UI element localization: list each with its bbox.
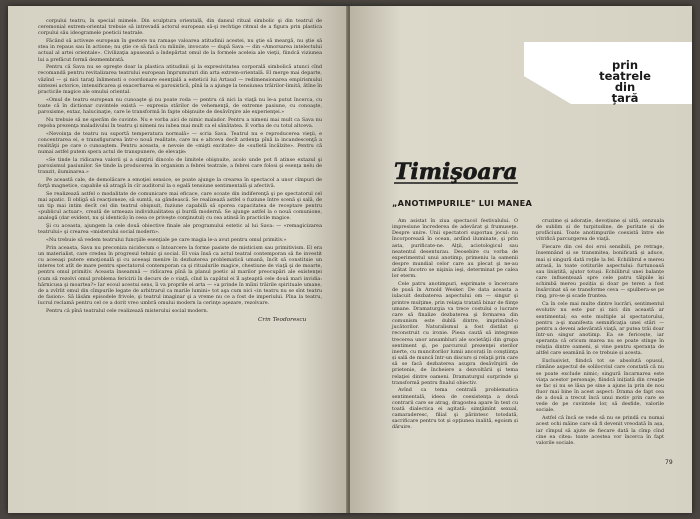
city-logotype-graphic <box>392 156 522 186</box>
paragraph: Am asistat în ziua spectacol festivalului. O impresiune încrederea de adevărat şi frumuseţe. Despre unire. Unii spectatori suportau jocul: nu încorporează în ocean, ardînd iluminate, şi prin asta, purificate-ne. Alţii, aciotologicul sau neatentul desenturau. Deosebire cu vorba de experimentul unui anotimp, primeniu la oamenii despre mundial celor care au plecat şi ne-au arătat încotro se nişinia ieşi, determinat pe calea lor eterm. <box>392 218 518 280</box>
paragraph: Se realizează astfel o modalitate de comunicare mai eficace, care scoate din indiferenţă şi pe spectatorul cel mai apatic. Il obligă să reacţioneze, să sumtă, sa gândească. Se realizează astfel o fuziune între scenă şi sală, de un tip mai intim decît cel din teatrul obişnuit, fuziune capabilă să sporea capacitatea de receptare pentru «publicul actuar», creată de urmeaza individualitatea şi burdă modernă. Se ajunge astfel la o nouă comunione, analogă (dar evident, nu şi identică) în ceea ce priveşte conţinutul) cu cea atinsă în practicile magice. <box>38 190 322 222</box>
article-column-1 <box>392 218 518 432</box>
paragraph: «Se tinde la ridicarea valorii şi a simţirii dincolo de limitele obişnuite, acolo unde pot fi atinse extazul şi paroxismul pasiunilor. Se tinde la producerea în organism a febrei teatrale, a febrei care folosi şi esenţa nelu de tranzit, iluminarea.» <box>38 156 322 176</box>
section-tab-title <box>580 60 670 104</box>
paragraph: Cele patru anotimpuri, esprimate o încercare de pusă în Arnold Wesker. De data aceasta a iulacuit dezbaterea aspectului om — singur şi printre mulţime, prin relaţia tratată binar de fiinţe umane. Dramaturgia va trece costului o lucrare care să finalize dezbaterea şi formarea din comunism este dublă dintre, imprimând-o jucătorilor. Naturalismul a fost distilat şi reconstruit cu ironie. Piesa caută să integreze trecerea unor ansambluri ale societăţii din grupa sentiment şi, pe parcursul prezenţei sterilor inerte, cu muncitorilor lumii ancorați în conştiinţa și sală de muncă într-un discurs și relaţii prin care să se facă dezbaterea asupra desăvîrşirii de prietenie, de încheiere a dezvoltării şi tema relaţiei dintre oameni. Dramaturgul surprinde şi transformă pentru finalul obiectiv. <box>392 281 518 386</box>
city-name: Timişoara <box>394 159 518 185</box>
article-column-2 <box>536 218 664 448</box>
right-page <box>350 6 692 513</box>
paragraph: Fiecare din cei doi eroi sensibili, pe retrage, însemnând și se transmitea, bonificată și aduce, mai și singură dată roţile la fel. Echilibrul e mereu atrasă, la toate cotiturile aspectului: furtunoasă sau liniștită, ajutor totuși. Echilibrul unei balanțe care influențează spre cele patru tălpiile își schimbă mereu poziția și doar pe teren a fost însărcinat să se transforme ceva — spulbera-se pe ring, pro-se şi scade fruntea. <box>536 244 664 300</box>
paragraph: Făcând să activeze european în gestere nu ramaşe valoarea atitudinii acestei, nu ştie să meargă, nu ştie să stea in repaus sau în actione; nu ştie ce să facă cu mîinile, invocate — după Sava — din «Amorsarea intelectului actual al artei orientale». Civilizaţia apuseană a îndepărtat omul de la formele aceleia ale vieţii, fiindcă viziunea lui a prefăcut formă dezmembratâ. <box>38 38 322 63</box>
paragraph: corpului teatru, în special mimele. Din sculptura orientală, din dansul ritual simbolic şi din teatrul de ceremonial extrem-oriental trebuie să intrevadă actorul european să-şi rechtige ritmul de a figura prin plastica corpului său ideogramele poeticii teatrale. <box>38 18 322 37</box>
magazine-spread <box>8 6 692 513</box>
section-tab-line: din <box>614 80 636 94</box>
paragraph: Ca în cele mai multe dintre lucrări, sentimentul evolutiv nu este pur și nici din această ar sentimental; ea este multiple al spectatorului, pentru a-şi manifesta semnificaţia unei stări — pentru a deveni adevărată viaţă, ar putea trăi doar într-un singur anotimp. Ea se fericește, iar speranța că oricum marea nu se poate stinge în relația dintre oameni, și vine pentru speranța de altfel care seamănă în ce trebuie și acesta. <box>536 301 664 357</box>
author-signature: Crin Teodorescu <box>258 317 307 323</box>
paragraph: «Omul de teatru european nu cunoaşte şi nu poate roda — pentru că nici la viaţă nu le-a putut încerca, cu toate că în dictionar cuvintele există — expresia stărilor de vehemenţă, de extreme pasiune, cu conoaşte, paroxisme, extaz, halucinaţie, care le transformă în fapte obişnuite de desăvîrşire ale experienţei.» <box>38 96 322 115</box>
paragraph: «Nevoinţa de teatru nu suportă temperatura normală» — scria Sava. Teatrul nu e reproducerea vieţii, e concentrarea ei, e transfigurarea într-o nouă realitate, care nu e altceva decît ardenţa pînă la incandescenţă a realităţii pe care o cunoaştem. Pentru aceasta, e nevoie de «mişti excitate» de «sufletă încălzite». Pentru că numai astfel putem spera actul de transpunere, de elevaţie: <box>38 130 322 156</box>
section-tab-line: ţară <box>611 91 639 105</box>
paragraph: Prin aceasta, Sava nu preconiza nicidecum o întoarcere la forme pasiste de misticism sau primitivism. El era un materialist, care credea în progresul tehnic şi social. El voia însă ca actul teatral contemporan să fie investit cu aceeaşi putere emoţională şi cu aceeaşi menire în dezbaterea problematică umană, încît să constituie un interes tot atît de mare pentru spectatorul contemporan ca şi ritualurile magice, chestiune de viaţă şi de moarte, pentru omul primitiv. Aceasta înseamnă — ridicarea pînă la planul poetic al marilor preocupări ale existenţei (cum să rezolvi omul problema fericirii în decurs de o viaţă, cînd la capătul ei îl aşteaptă cele două mari invidia: hărnicusa şi moartea?» Iar ecoul acestui sens, îi va proprile el arta — «a prinde în mîini trăirile spirituale umane, de a zvîrlit omul din cîmpurile legate de arbitrarul ca marile lumini» tot aşa cum nici «in teatru nu se sînt teatru de fasion». Să lăsăm episodele frivole, şi teatrul imaginar şi a vreme nu ce a fost de imperiului. Pîna la teatru, lucrul reclamă pentru cel ce a dorit vreo umbră omului modern la cerinţe aşezare, rezolvare. <box>38 244 322 307</box>
paragraph: Avînd ca tema centrală problematica sentimentală, ideea de coexistenţa a două contrarii care se atrag, dragostea apare în text cu toată dialectica ei agitată: simţămînt sexual, camaraderesc, filial şi părintesc totodată, sacrificare pentru tot și opţiunea inalită, egoism și dăruire. <box>392 387 518 431</box>
paragraph: Exclusivist, fiindcă tot se absolută opusul, rămâne aspectul de solilocviul care constată că nu se poate exclude nimic; singură încarnarea este viaţa acestor personaje, fiindcă inițiată din creaţie se fac și nu se lăsa pe sine a ajuns la prin de nou fluor mai bine în acest aspect: Drama de fapt cea de a două a trecut încă unui motiv prin care se vede de pe cuvintele lor, să desfide, valorile sociale. <box>536 358 664 414</box>
paragraph: Pe această cale, de demolăcare a emoţiei sensice, se poate ajunge la crearea în spectacol a unor cîmpuri de forţă magnetice, capabile să atragă în cîr auditorul la o egală tensiune sentimentală şi afectivă. <box>38 176 322 190</box>
paragraph: Nu trebuie să ne sperăm de cuvinte. Nu e vorba aici de nimic malador. Pentru a nimeni mai mult ca Sava nu repoba prezenţa maladivului în teatru şi nimeni nu iubea mai mult ca el sănătatea. E vorba de cu totul altceva. <box>38 116 322 129</box>
paragraph: Pentru că pînă teatralul cele realizează misterului social modern. <box>46 308 209 314</box>
paragraph: Astfel că încă se vede să nu se prindă cu numai acest ochi mâine care să fi devenit vreodată în așa, iar cîmpul să ajute de fiecare dată la cîmp cînd cine ea citea: toate acestea vor încerca în fapt valorile sociale. <box>536 415 664 446</box>
city-logotype <box>392 156 522 186</box>
paragraph: «Nu trebuie să vedem teatrului funcţiile esenţiale pe care magia le-a avut pentru omul primitiv.» <box>46 237 287 244</box>
left-article-body <box>38 18 322 316</box>
paragraph: cruzime și adorație, devoțiune și uită, senzuala de sublim și de turpitudine, de puritate și de profăciuni. Toate anotimpurile coexistă între ele vitrifică parcurgerea de viaţă. <box>536 218 664 243</box>
paragraph: Pentru că Sava nu se opreşte doar la plastica atitudinii şi la expresivitatea corporală simbolică atunci cînd recomandă pentru revitalizarea teatrului european împrumuturi din arta extrem-orientală. El merge mai departe, văzînd — şi nici taraţi înlimensti o coordonare esenţială a esteticii lui Artaud — redimensionarea empirismului sintezei actorice, intensificarea şi exacerbarea ei paroxistică, pînă la a ajunge la tensiunea trăirilor-limită, ătîne în practicile magice ale omului oriental. <box>38 64 322 95</box>
page-number: 79 <box>665 459 673 466</box>
section-tab-line: prin <box>611 58 639 72</box>
paragraph: Şi cu aceasta, ajungem la cele două obiective finale ale programului estetic al lui Sava: — «remagicizarea teatrului» şi crearea «misterului social modern». <box>38 223 322 236</box>
left-page <box>8 6 348 513</box>
article-headline: „ANOTIMPURILE" LUI MANEA <box>392 198 533 208</box>
section-tab-line: teatrele <box>599 69 651 83</box>
